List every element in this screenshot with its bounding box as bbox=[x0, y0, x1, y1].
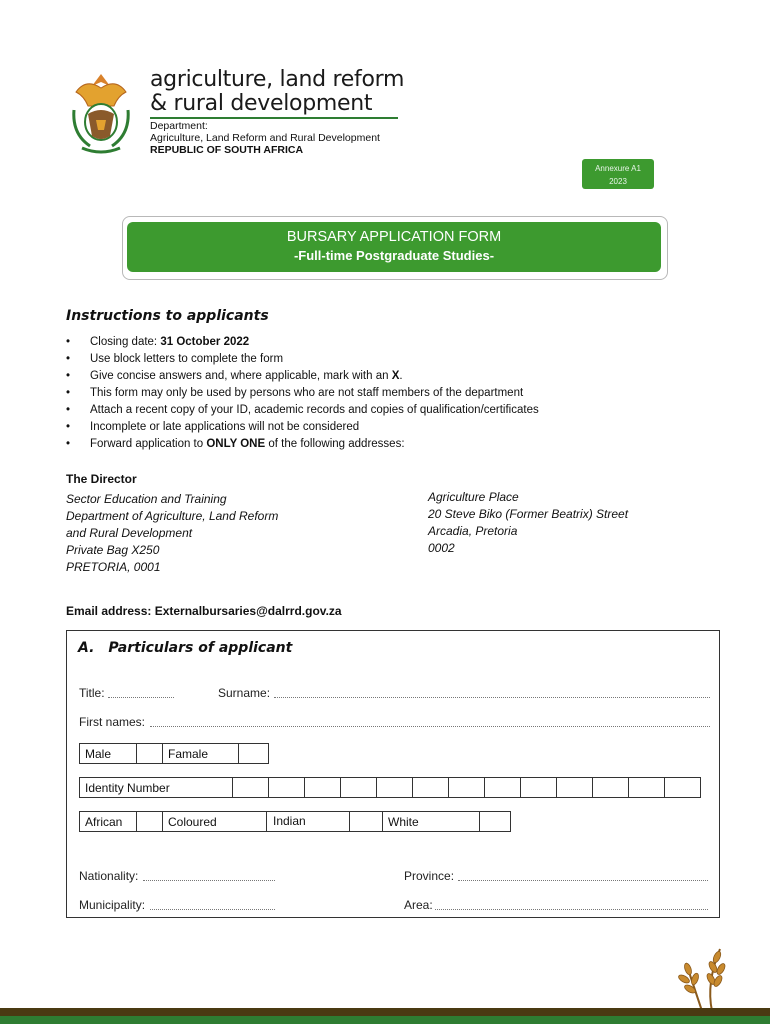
nationality-label: Nationality: bbox=[79, 869, 139, 883]
instructions-list bbox=[66, 334, 706, 453]
female-checkbox[interactable] bbox=[238, 743, 269, 764]
identity-number-label: Identity Number bbox=[79, 777, 233, 798]
footer-stripe-green bbox=[0, 1016, 770, 1024]
instruction-item: • Use block letters to complete the form bbox=[66, 351, 706, 368]
wheat-icon bbox=[668, 943, 728, 1013]
municipality-field[interactable] bbox=[150, 899, 275, 910]
identity-digit-box[interactable] bbox=[592, 777, 629, 798]
footer-stripe-brown bbox=[0, 1008, 770, 1016]
race-coloured-label: Coloured bbox=[162, 811, 267, 832]
race-white-label: White bbox=[382, 811, 480, 832]
header-divider bbox=[150, 117, 398, 119]
race-african-checkbox[interactable] bbox=[136, 811, 163, 832]
form-title-banner bbox=[127, 222, 661, 272]
identity-digit-box[interactable] bbox=[520, 777, 557, 798]
area-label: Area: bbox=[404, 898, 433, 912]
nationality-field[interactable] bbox=[143, 870, 275, 881]
race-indian-checkbox[interactable] bbox=[349, 811, 383, 832]
identity-digit-box[interactable] bbox=[448, 777, 485, 798]
identity-digit-box[interactable] bbox=[664, 777, 701, 798]
surname-label: Surname: bbox=[218, 686, 271, 700]
identity-digit-box[interactable] bbox=[628, 777, 665, 798]
section-a-title: A. Particulars of applicant bbox=[78, 640, 293, 656]
race-indian-label: Indian bbox=[273, 814, 306, 828]
race-african-label: African bbox=[79, 811, 137, 832]
email-address: Email address: Externalbursaries@dalrrd.gov.za bbox=[66, 604, 342, 618]
annexure-badge: Annexure A1 2023 bbox=[582, 159, 654, 189]
identity-digit-box[interactable] bbox=[340, 777, 377, 798]
surname-field[interactable] bbox=[274, 687, 710, 698]
department-subtitle: Department: Agriculture, Land Reform and Rural Development REPUBLIC OF SOUTH AFRICA bbox=[150, 120, 380, 156]
title-label: Title: bbox=[79, 686, 105, 700]
female-label: Famale bbox=[162, 743, 239, 764]
province-label: Province: bbox=[404, 869, 455, 883]
male-checkbox[interactable] bbox=[136, 743, 163, 764]
identity-digit-box[interactable] bbox=[268, 777, 305, 798]
identity-digit-box[interactable] bbox=[376, 777, 413, 798]
form-title: BURSARY APPLICATION FORM bbox=[286, 229, 502, 245]
area-field[interactable] bbox=[435, 899, 708, 910]
identity-digit-box[interactable] bbox=[304, 777, 341, 798]
first-names-field[interactable] bbox=[150, 716, 710, 727]
identity-digit-box[interactable] bbox=[412, 777, 449, 798]
instructions-heading: Instructions to applicants bbox=[66, 308, 269, 324]
address-pretoria: Sector Education and Training Department of Agriculture, Land Reform and Rural Development Private Bag X250 PRETORIA, 0001 bbox=[66, 492, 279, 574]
first-names-label: First names: bbox=[79, 715, 146, 729]
department-name: agriculture, land reform & rural development bbox=[150, 67, 405, 116]
instruction-item: • Incomplete or late applications will not be considered bbox=[66, 419, 706, 436]
male-label: Male bbox=[79, 743, 137, 764]
province-field[interactable] bbox=[458, 870, 708, 881]
instruction-item: • This form may only be used by persons who are not staff members of the department bbox=[66, 385, 706, 402]
instruction-item: • Give concise answers and, where applicable, mark with an X. bbox=[66, 368, 706, 385]
race-white-checkbox[interactable] bbox=[479, 811, 511, 832]
coat-of-arms-logo bbox=[66, 70, 136, 156]
identity-digit-box[interactable] bbox=[556, 777, 593, 798]
identity-digit-box[interactable] bbox=[484, 777, 521, 798]
title-field[interactable] bbox=[108, 687, 174, 698]
instruction-item: • Attach a recent copy of your ID, academic records and copies of qualification/certificates bbox=[66, 402, 706, 419]
instruction-item: • Closing date: 31 October 2022 bbox=[66, 334, 706, 351]
form-subtitle: -Full-time Postgraduate Studies- bbox=[293, 248, 495, 263]
instruction-item: • Forward application to ONLY ONE of the following addresses: bbox=[66, 436, 706, 453]
director-heading: The Director bbox=[66, 472, 137, 486]
municipality-label: Municipality: bbox=[79, 898, 146, 912]
identity-digit-box[interactable] bbox=[232, 777, 269, 798]
address-agriculture-place: Agriculture Place 20 Steve Biko (Former Beatrix) Street Arcadia, Pretoria 0002 bbox=[428, 490, 629, 555]
